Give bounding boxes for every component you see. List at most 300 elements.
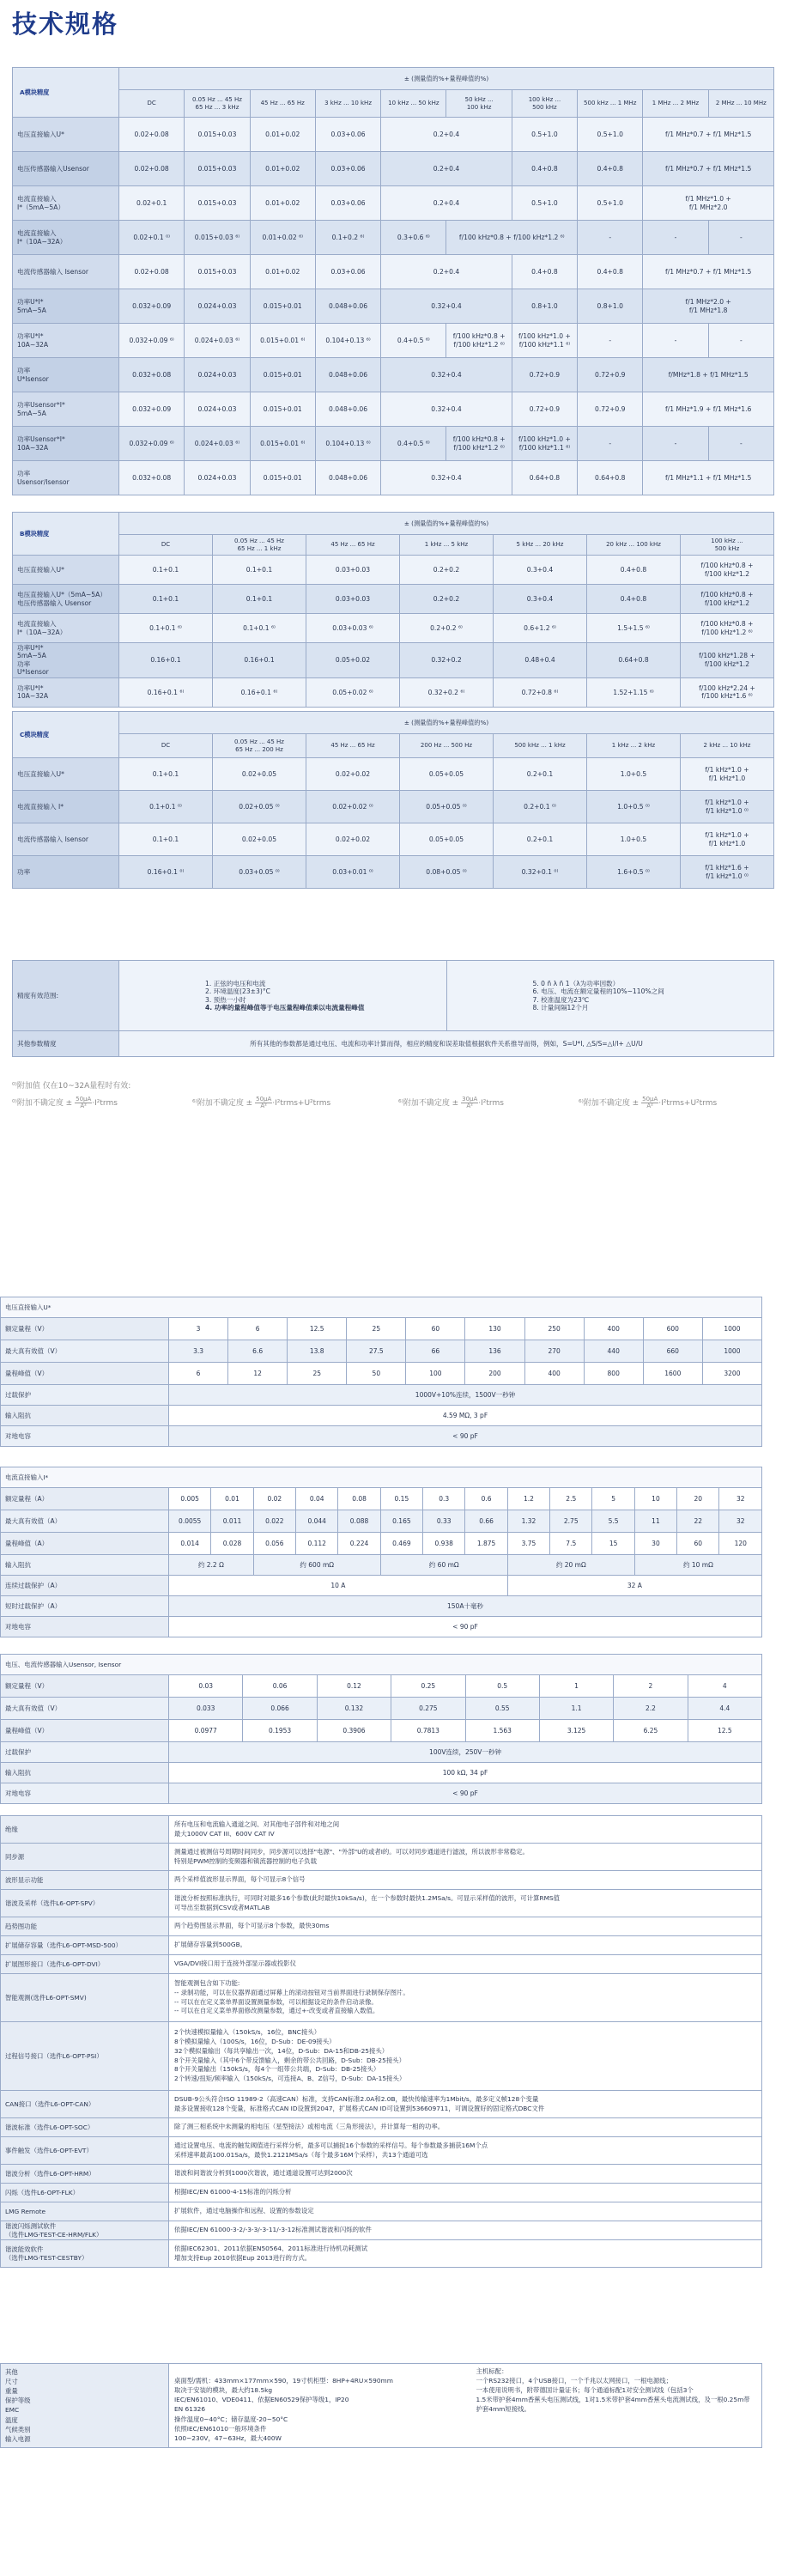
cell: f/100 kHz*1.0 + f/100 kHz*1.1 ⁶⁾ bbox=[512, 324, 577, 358]
general-row bbox=[1, 1936, 762, 1955]
cell: 0.03+0.06 bbox=[315, 186, 380, 221]
data-row bbox=[13, 152, 774, 186]
cell: 0.048+0.06 bbox=[315, 461, 380, 495]
data-row bbox=[13, 427, 774, 461]
row-label: 电压直接输入U* bbox=[13, 758, 119, 791]
cell: 0.024+0.03 bbox=[185, 289, 250, 324]
cell: 0.72+0.9 bbox=[512, 392, 577, 427]
general-label: 谐波分析（选件L6-OPT-HRM） bbox=[1, 2165, 169, 2184]
cell: - bbox=[578, 221, 643, 255]
cell: 0.05+0.05 ⁰⁾ bbox=[400, 791, 494, 823]
cell: 0.1953 bbox=[243, 1720, 317, 1742]
general-text: 除了测三相系统中未测量的相电压（星型接法）或相电流（三角形接法），并计算每一相的功率。 bbox=[169, 2118, 762, 2137]
header-row bbox=[13, 535, 774, 556]
cell: 0.2+0.4 bbox=[381, 118, 512, 152]
data-row bbox=[1, 1742, 762, 1763]
cell: 0.55 bbox=[465, 1698, 539, 1720]
data-row bbox=[13, 614, 774, 643]
cell: 0.032+0.09 ⁶⁾ bbox=[119, 427, 185, 461]
general-text: 测量通过被测信号周期时间同步，同步源可以选择"电源"、"外部"U的或者I的。可以对同步通道进行滤波，所以波形非常稳定。 特别是PWM控制的变频器和镇流器控制的电子负载 bbox=[169, 1844, 762, 1871]
header-row bbox=[13, 734, 774, 758]
cell: 0.32+0.4 bbox=[381, 392, 512, 427]
row-label: 功率U*I* 10A~32A bbox=[13, 324, 119, 358]
col-header: 20 kHz ... 100 kHz bbox=[587, 535, 681, 556]
general-row bbox=[1, 1816, 762, 1844]
cell: < 90 pF bbox=[169, 1617, 762, 1637]
cell: f/1 MHz*2.0 + f/1 MHz*1.8 bbox=[643, 289, 774, 324]
banner-row bbox=[13, 712, 774, 734]
cell: 0.032+0.08 bbox=[119, 358, 185, 392]
cell: 0.048+0.06 bbox=[315, 392, 380, 427]
cell: 4 bbox=[688, 1675, 761, 1698]
cell: f/1 MHz*0.7 + f/1 MHz*1.5 bbox=[643, 118, 774, 152]
data-row bbox=[1, 1698, 762, 1720]
cell: 100V连续，250V一秒钟 bbox=[169, 1742, 762, 1763]
cell: 0.044 bbox=[296, 1510, 338, 1533]
cell: 1000 bbox=[702, 1318, 761, 1340]
cell: f/100 kHz*0.8 + f/100 kHz*1.2 bbox=[681, 585, 774, 614]
cell: f/1 MHz*1.0 + f/1 MHz*2.0 bbox=[643, 186, 774, 221]
cell: 0.024+0.03 bbox=[185, 461, 250, 495]
caption-row bbox=[1, 1467, 762, 1488]
cell: 0.6+1.2 ⁶⁾ bbox=[494, 614, 587, 643]
cell: 1.875 bbox=[465, 1533, 507, 1555]
cell: 1.1 bbox=[539, 1698, 613, 1720]
col-header: 0.05 Hz ... 45 Hz 65 Hz ... 200 Hz bbox=[213, 734, 306, 758]
data-row bbox=[13, 585, 774, 614]
cell: 0.66 bbox=[465, 1510, 507, 1533]
cell: 0.01 bbox=[211, 1488, 253, 1510]
cell: 0.0977 bbox=[169, 1720, 243, 1742]
cell: f/100 kHz*1.0 + f/100 kHz*1.1 ⁶⁾ bbox=[512, 427, 577, 461]
data-row bbox=[13, 856, 774, 889]
cell: 0.3+0.6 ⁶⁾ bbox=[381, 221, 446, 255]
cell: 25 bbox=[347, 1318, 406, 1340]
cell: < 90 pF bbox=[169, 1426, 762, 1447]
cell: 2.75 bbox=[550, 1510, 592, 1533]
cell: 0.3 bbox=[423, 1488, 465, 1510]
cell: 4.4 bbox=[688, 1698, 761, 1720]
misc-accessories: 主机标配： 一个RS232接口，4个USB接口，一个千兆以太网接口，一根电源线； 一本使用说明书，附带德国计量证书；每个通道标配1对安全测试线（包括3个 1.5米带护套4mm香蕉头电压测试线，1对1.5米带护套4mm香蕉头电流测试线，及一根0.25m带护套4mm短接线。 bbox=[471, 2364, 762, 2448]
cell: f/100 kHz*0.8 + f/100 kHz*1.2 ⁶⁾ bbox=[681, 614, 774, 643]
general-text: 两个采样值波形显示界面，每个可显示8个信号 bbox=[169, 1871, 762, 1890]
cell: - bbox=[643, 221, 708, 255]
data-row bbox=[13, 643, 774, 678]
general-label: 谐波闪烁测试软件 （选件LMG-TEST-CE-HRM/FLK） bbox=[1, 2221, 169, 2240]
cell: 0.015+0.01 bbox=[250, 461, 315, 495]
cell: 0.015+0.03 bbox=[185, 152, 250, 186]
cell: 0.2+0.4 bbox=[381, 152, 512, 186]
cell: 0.032+0.09 ⁶⁾ bbox=[119, 324, 185, 358]
spec-voltage-table bbox=[0, 1297, 762, 1447]
row-label: 功率 U*Isensor bbox=[13, 358, 119, 392]
row-label: 过载保护 bbox=[1, 1385, 169, 1406]
cell: 约 20 mΩ bbox=[507, 1555, 634, 1576]
accuracy-table-b bbox=[12, 512, 774, 708]
cell: 0.1+0.1 bbox=[213, 585, 306, 614]
cell: 0.03 bbox=[169, 1675, 243, 1698]
row-label: 电压直接输入U*（5mA~5A） 电压传感器输入 Usensor bbox=[13, 585, 119, 614]
cell: 6 bbox=[169, 1363, 228, 1385]
cell: 0.03+0.05 ⁰⁾ bbox=[213, 856, 306, 889]
cell: 0.32+0.4 bbox=[381, 461, 512, 495]
cell: f/100 kHz*0.8 + f/100 kHz*1.2 ⁶⁾ bbox=[446, 324, 512, 358]
row-label: 输入阻抗 bbox=[1, 1406, 169, 1426]
cell: 0.2+0.2 bbox=[400, 556, 494, 585]
cell: 0.64+0.8 bbox=[587, 643, 681, 678]
col-header: 45 Hz ... 65 Hz bbox=[306, 535, 400, 556]
data-row bbox=[13, 255, 774, 289]
cell: 0.032+0.08 bbox=[119, 461, 185, 495]
cell: 0.03+0.03 bbox=[306, 585, 400, 614]
row-label: 功率Usensor*I* 10A~32A bbox=[13, 427, 119, 461]
cell: 0.015+0.03 ⁶⁾ bbox=[185, 221, 250, 255]
cell: 0.024+0.03 bbox=[185, 358, 250, 392]
footnote-4: ⁶⁾附加不确定度 ± $\frac{\text{50µA}}{\text{A²}}$ ·I²trms+U²trms bbox=[579, 1096, 718, 1109]
general-text: 谐波和间谐波分析到1000次谐波，通过通道设置可达到2000次 bbox=[169, 2165, 762, 2184]
cell: 0.05+0.02 ⁶⁾ bbox=[306, 677, 400, 707]
cell: 3.75 bbox=[507, 1533, 549, 1555]
cell: 0.015+0.03 bbox=[185, 186, 250, 221]
banner: ± (测量值的%+量程峰值的%) bbox=[119, 712, 774, 734]
cell: 0.3+0.4 bbox=[494, 585, 587, 614]
data-row bbox=[1, 1555, 762, 1576]
cell: 130 bbox=[465, 1318, 524, 1340]
row-label: 额定量程（V） bbox=[1, 1318, 169, 1340]
row-label: 功率U*I* 5mA~5A bbox=[13, 289, 119, 324]
general-text: 所有电压和电流输入通道之间、对其他电子部件和对地之间 最大1000V CAT III、600V CAT IV bbox=[169, 1816, 762, 1844]
cell: 0.02+0.08 bbox=[119, 255, 185, 289]
cell: 1.0+0.5 ⁰⁾ bbox=[587, 791, 681, 823]
col-header: 2 MHz ... 10 MHz bbox=[708, 90, 773, 118]
data-row bbox=[13, 221, 774, 255]
cell: 0.1+0.1 bbox=[119, 823, 213, 856]
other-text: 所有其他的参数都是通过电压、电流和功率计算而得，相应的精度和误差取值根据软件关系推导而得，例如，S=U*I, △S/S=△I/I+ △U/U bbox=[119, 1031, 774, 1057]
cell: f/MHz*1.8 + f/1 MHz*1.5 bbox=[643, 358, 774, 392]
data-row bbox=[1, 1763, 762, 1783]
cell: - bbox=[643, 324, 708, 358]
data-row bbox=[1, 1675, 762, 1698]
col-header: DC bbox=[119, 535, 213, 556]
section-title-b: B模块精度 bbox=[13, 513, 119, 556]
cell: 1.0+0.5 bbox=[587, 823, 681, 856]
general-label: 谐波及采样（选件L6-OPT-SPV） bbox=[1, 1890, 169, 1917]
row-label: 功率U*I* 10A~32A bbox=[13, 677, 119, 707]
cell: 0.02+0.08 bbox=[119, 118, 185, 152]
cell: 0.2+0.2 ⁶⁾ bbox=[400, 614, 494, 643]
cell: 0.02+0.02 ⁰⁾ bbox=[306, 791, 400, 823]
cell: 2 bbox=[614, 1675, 688, 1698]
misc-values: 桌面型/需机：433mm×177mm×590，19寸机柜型：8HP+4RU×590mm 取决于安装的模块，最大约18.5kg IEC/EN61010、VDE0411、依据EN60529保护等级1，IP20 EN 61326 操作温度0~40°C；储存温度-20~50°C 依照IEC/EN61010一般环境条件 100~230V，47~63Hz，最大400W bbox=[169, 2364, 471, 2448]
data-row bbox=[13, 758, 774, 791]
cell: 11 bbox=[634, 1510, 676, 1533]
cell: 0.04 bbox=[296, 1488, 338, 1510]
cell: 0.5+1.0 bbox=[512, 186, 577, 221]
cell: 15 bbox=[592, 1533, 634, 1555]
cell: 1.52+1.15 ⁶⁾ bbox=[587, 677, 681, 707]
cell: 0.72+0.9 bbox=[578, 358, 643, 392]
data-row bbox=[1, 1720, 762, 1742]
cell: 4.59 MΩ, 3 pF bbox=[169, 1406, 762, 1426]
table-caption: 电流直接输入I* bbox=[1, 1467, 762, 1488]
general-text: 智能观测包含如下功能: -- 录制功能，可以在仪器界面通过屏幕上的滚动按钮对当前界面进行录制保存图片。 -- 可以在在定义菜单界面设置测量参数，可以根据设定的条件启动录像。 -- 可以在自定义菜单界面修改测量参数，通过+-改变或者直接输入数值。 bbox=[169, 1974, 762, 2022]
accuracy-range-table bbox=[12, 960, 774, 1057]
cell: 0.066 bbox=[243, 1698, 317, 1720]
cell: - bbox=[578, 427, 643, 461]
cell: - bbox=[708, 324, 773, 358]
cell: 0.08+0.05 ⁰⁾ bbox=[400, 856, 494, 889]
cell: 270 bbox=[524, 1340, 584, 1363]
cell: 0.01+0.02 bbox=[250, 118, 315, 152]
cell: 0.12 bbox=[317, 1675, 391, 1698]
cell: 0.4+0.8 bbox=[587, 585, 681, 614]
cell: 0.3+0.4 bbox=[494, 556, 587, 585]
banner: ± (测量值的%+量程峰值的%) bbox=[119, 513, 774, 535]
row-label: 量程峰值（V） bbox=[1, 1363, 169, 1385]
general-label: CAN接口（选件L6-OPT-CAN） bbox=[1, 2091, 169, 2118]
cell: - bbox=[578, 324, 643, 358]
cell: f/100 kHz*2.24 + f/100 kHz*1.6 ⁶⁾ bbox=[681, 677, 774, 707]
general-row bbox=[1, 1871, 762, 1890]
cell: 0.32+0.4 bbox=[381, 358, 512, 392]
cell: f/100 kHz*0.8 + f/100 kHz*1.2 ⁶⁾ bbox=[446, 221, 578, 255]
general-label: 同步源 bbox=[1, 1844, 169, 1871]
cell: 50 bbox=[347, 1363, 406, 1385]
cell: 136 bbox=[465, 1340, 524, 1363]
general-label: 谐波标准（选件L6-OPT-SOC） bbox=[1, 2118, 169, 2137]
general-label: 智能观测(选件L6-OPT-SMV) bbox=[1, 1974, 169, 2022]
col-header: 0.05 Hz ... 45 Hz 65 Hz ... 1 kHz bbox=[213, 535, 306, 556]
general-text: 谐波分析按照标准执行，可同时对最多16个参数(此时最快10kSa/s)，在一个参数时最快1.2MSa/s。可显示采样值的波形，可计算RMS值 可导出至数据到CSV或者MATLAB bbox=[169, 1890, 762, 1917]
cell: 0.4+0.5 ⁶⁾ bbox=[381, 427, 446, 461]
col-header: 200 Hz ... 500 Hz bbox=[400, 734, 494, 758]
cell: 20 bbox=[677, 1488, 719, 1510]
cell: 150A十毫秒 bbox=[169, 1596, 762, 1617]
general-label: 扩展储存容量（选件L6-OPT-MSD-500） bbox=[1, 1936, 169, 1955]
row-label: 量程峰值（V） bbox=[1, 1720, 169, 1742]
footnote-3: ⁶⁾附加不确定度 ± $\frac{\text{30µA}}{\text{A²}}$ ·I²trms bbox=[398, 1096, 504, 1109]
cell: 0.132 bbox=[317, 1698, 391, 1720]
cell: 0.4+0.8 bbox=[512, 152, 577, 186]
cell: 0.33 bbox=[423, 1510, 465, 1533]
row-label: 电压直接输入U* bbox=[13, 118, 119, 152]
cell: f/1 kHz*1.0 + f/1 kHz*1.0 ⁰⁾ bbox=[681, 791, 774, 823]
cell: 1.32 bbox=[507, 1510, 549, 1533]
cell: 约 2.2 Ω bbox=[169, 1555, 254, 1576]
spec-sensor-table bbox=[0, 1654, 762, 1804]
data-row bbox=[13, 289, 774, 324]
cell: 12.5 bbox=[688, 1720, 761, 1742]
cell: 0.02+0.1 ⁰⁾ bbox=[119, 221, 185, 255]
cell: 0.014 bbox=[169, 1533, 211, 1555]
cell: 0.16+0.1 ⁶⁾ bbox=[119, 677, 213, 707]
cell: 0.64+0.8 bbox=[578, 461, 643, 495]
cell: f/1 MHz*0.7 + f/1 MHz*1.5 bbox=[643, 255, 774, 289]
cell: 0.02+0.05 bbox=[213, 758, 306, 791]
cell: 0.72+0.8 ⁶⁾ bbox=[494, 677, 587, 707]
cell: 0.5+1.0 bbox=[578, 186, 643, 221]
col-header: 500 kHz ... 1 MHz bbox=[578, 90, 643, 118]
cell: 250 bbox=[524, 1318, 584, 1340]
cell: 0.03+0.06 bbox=[315, 255, 380, 289]
col-header: 100 kHz ... 500 kHz bbox=[512, 90, 577, 118]
cell: 0.2+0.2 bbox=[400, 585, 494, 614]
cell: 0.2+0.4 bbox=[381, 186, 512, 221]
cell: 3.3 bbox=[169, 1340, 228, 1363]
misc-spec-table bbox=[0, 2363, 762, 2448]
cell: 400 bbox=[524, 1363, 584, 1385]
cell: 1000V+10%连续，1500V一秒钟 bbox=[169, 1385, 762, 1406]
cell: 0.015+0.01 ⁶⁾ bbox=[250, 324, 315, 358]
cell: - bbox=[708, 221, 773, 255]
cell: 2.2 bbox=[614, 1698, 688, 1720]
cell: 0.1+0.1 ⁶⁾ bbox=[119, 614, 213, 643]
cell: 0.16+0.1 ⁰⁾ bbox=[119, 856, 213, 889]
cell: 0.32+0.2 bbox=[400, 643, 494, 678]
cell: 0.05+0.02 bbox=[306, 643, 400, 678]
cell: 0.02+0.05 bbox=[213, 823, 306, 856]
footnote-1: ⁰⁾附加不确定度 ± $\frac{\text{50µA}}{\text{A²}}$ ·I²trms bbox=[12, 1096, 118, 1109]
cell: 0.3906 bbox=[317, 1720, 391, 1742]
row-label: 过载保护 bbox=[1, 1742, 169, 1763]
general-row bbox=[1, 1917, 762, 1936]
cell: 0.1+0.2 ⁶⁾ bbox=[315, 221, 380, 255]
data-row bbox=[1, 1510, 762, 1533]
cell: 120 bbox=[719, 1533, 762, 1555]
cell: 0.2+0.1 ⁰⁾ bbox=[494, 791, 587, 823]
cell: 0.1+0.1 bbox=[119, 556, 213, 585]
cell: 0.1+0.1 bbox=[213, 556, 306, 585]
cell: 0.011 bbox=[211, 1510, 253, 1533]
table-caption: 电压、电流传感器输入Usensor, Isensor bbox=[1, 1655, 762, 1675]
cell: 0.03+0.06 bbox=[315, 152, 380, 186]
cell: 0.033 bbox=[169, 1698, 243, 1720]
cell: 约 60 mΩ bbox=[380, 1555, 507, 1576]
general-row bbox=[1, 2022, 762, 2091]
row-label: 连续过载保护（A） bbox=[1, 1576, 169, 1596]
col-header: 5 kHz ... 20 kHz bbox=[494, 535, 587, 556]
cell: 0.015+0.01 bbox=[250, 392, 315, 427]
cell: 0.015+0.03 bbox=[185, 118, 250, 152]
cell: 1000 bbox=[702, 1340, 761, 1363]
cell: 0.15 bbox=[380, 1488, 422, 1510]
cell: 32 A bbox=[507, 1576, 761, 1596]
general-label: 趋势图功能 bbox=[1, 1917, 169, 1936]
general-text: 扩展储存容量到500GB。 bbox=[169, 1936, 762, 1955]
cell: 0.2+0.1 bbox=[494, 758, 587, 791]
row-label: 量程峰值（A） bbox=[1, 1533, 169, 1555]
data-row bbox=[1, 1576, 762, 1596]
col-header: 45 Hz ... 65 Hz bbox=[250, 90, 315, 118]
data-row bbox=[13, 118, 774, 152]
row-label: 对地电容 bbox=[1, 1426, 169, 1447]
cell: 0.02+0.02 bbox=[306, 758, 400, 791]
data-row bbox=[1, 1426, 762, 1447]
cell: f/100 kHz*1.28 + f/100 kHz*1.2 bbox=[681, 643, 774, 678]
cell: 0.01+0.02 ⁶⁾ bbox=[250, 221, 315, 255]
cell: 0.02+0.1 bbox=[119, 186, 185, 221]
cell: 0.275 bbox=[391, 1698, 465, 1720]
general-row bbox=[1, 2165, 762, 2184]
general-label: 闪烁（选件L6-OPT-FLK） bbox=[1, 2184, 169, 2202]
cell: 0.72+0.9 bbox=[512, 358, 577, 392]
cell: 0.4+0.8 bbox=[512, 255, 577, 289]
data-row bbox=[1, 1533, 762, 1555]
cell: 0.01+0.02 bbox=[250, 186, 315, 221]
general-row bbox=[1, 1844, 762, 1871]
page-title: 技术规格 bbox=[12, 9, 119, 39]
cell: 0.056 bbox=[253, 1533, 295, 1555]
cell: 0.104+0.13 ⁶⁾ bbox=[315, 324, 380, 358]
general-label: 绝缘 bbox=[1, 1816, 169, 1844]
cell: 22 bbox=[677, 1510, 719, 1533]
cell: 1.6+0.5 ⁰⁾ bbox=[587, 856, 681, 889]
data-row bbox=[1, 1783, 762, 1804]
data-row bbox=[1, 1318, 762, 1340]
data-row bbox=[13, 392, 774, 427]
row-label: 最大真有效值（V） bbox=[1, 1340, 169, 1363]
cell: 3 bbox=[169, 1318, 228, 1340]
general-row bbox=[1, 2137, 762, 2165]
cell: 0.32+0.4 bbox=[381, 289, 512, 324]
cell: 0.1+0.1 bbox=[119, 758, 213, 791]
col-header: 50 kHz ... 100 kHz bbox=[446, 90, 512, 118]
cell: 0.03+0.03 bbox=[306, 556, 400, 585]
cell: 0.112 bbox=[296, 1533, 338, 1555]
general-row bbox=[1, 2202, 762, 2221]
row-label: 输入阻抗 bbox=[1, 1555, 169, 1576]
cell: 0.4+0.8 bbox=[578, 152, 643, 186]
row-label: 电流传感器输入 Isensor bbox=[13, 823, 119, 856]
row-label: 电流直接输入 I* bbox=[13, 791, 119, 823]
cell: 0.022 bbox=[253, 1510, 295, 1533]
cell: 0.104+0.13 ⁶⁾ bbox=[315, 427, 380, 461]
col-header: 2 kHz ... 10 kHz bbox=[681, 734, 774, 758]
banner-row bbox=[13, 513, 774, 535]
cell: 0.32+0.2 ⁶⁾ bbox=[400, 677, 494, 707]
cell: 3.125 bbox=[539, 1720, 613, 1742]
cell: f/1 kHz*1.0 + f/1 kHz*1.0 bbox=[681, 758, 774, 791]
col-header: 100 kHz ... 500 kHz bbox=[681, 535, 774, 556]
cell: 0.64+0.8 bbox=[512, 461, 577, 495]
col-header: 10 kHz ... 50 kHz bbox=[381, 90, 446, 118]
col-header: 0.05 Hz ... 45 Hz 65 Hz ... 3 kHz bbox=[185, 90, 250, 118]
cell: 0.5+1.0 bbox=[512, 118, 577, 152]
col-header: 1 kHz ... 5 kHz bbox=[400, 535, 494, 556]
range-label: 精度有效范围: bbox=[13, 961, 119, 1031]
cell: 0.032+0.09 bbox=[119, 289, 185, 324]
cell: 0.048+0.06 bbox=[315, 358, 380, 392]
general-row bbox=[1, 1955, 762, 1974]
cell: 0.02+0.08 bbox=[119, 152, 185, 186]
cell: 0.024+0.03 bbox=[185, 392, 250, 427]
data-row bbox=[1, 1385, 762, 1406]
row-label: 电流直接输入 I*（5mA~5A） bbox=[13, 186, 119, 221]
cell: 0.6 bbox=[465, 1488, 507, 1510]
general-label: 波形显示功能 bbox=[1, 1871, 169, 1890]
cell: 0.16+0.1 ⁶⁾ bbox=[213, 677, 306, 707]
cell: 0.08 bbox=[338, 1488, 380, 1510]
cell: 1.0+0.5 bbox=[587, 758, 681, 791]
data-row bbox=[13, 791, 774, 823]
cell: 0.02 bbox=[253, 1488, 295, 1510]
cell: 0.03+0.06 bbox=[315, 118, 380, 152]
cell: 2.5 bbox=[550, 1488, 592, 1510]
cell: f/1 MHz*1.9 + f/1 MHz*1.6 bbox=[643, 392, 774, 427]
cell: 10 A bbox=[169, 1576, 508, 1596]
section-title-a: A模块精度 bbox=[13, 68, 119, 118]
cell: 0.048+0.06 bbox=[315, 289, 380, 324]
